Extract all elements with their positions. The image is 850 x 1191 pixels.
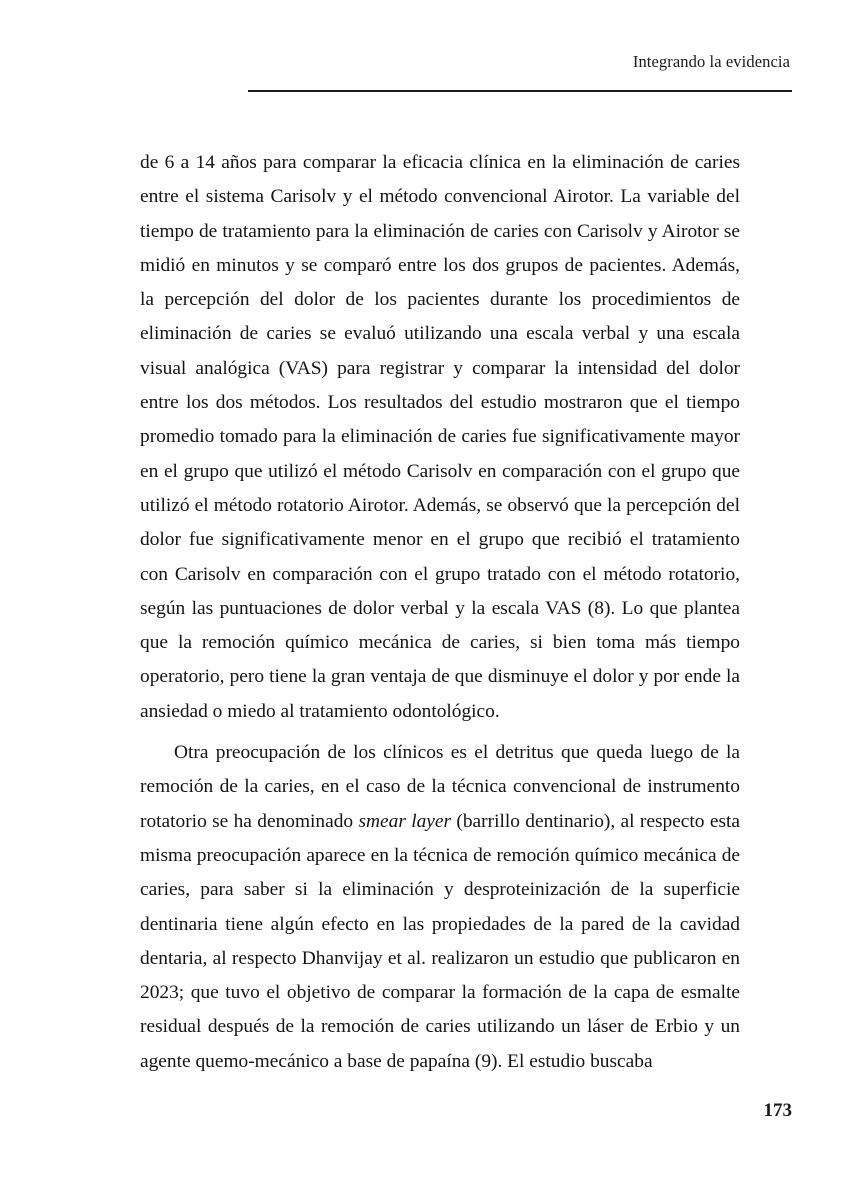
page-number: 173 (763, 1100, 792, 1121)
header-divider (248, 90, 792, 92)
body-text (140, 146, 740, 1079)
italic-term: smear layer (358, 810, 452, 832)
text-run: de 6 a 14 años para comparar la eficacia clínica en la eliminación de caries entre el sistema Carisolv y el método convencional Airotor. La variable del tiempo de tratamiento para la eliminación de caries con Carisolv y Airotor se midió en minutos y se comparó entre los dos grupos de pacientes. Además, la percepción del dolor de los pacientes durante los procedimientos de eliminación de caries se evaluó utilizando una escala verbal y una escala visual analógica (VAS) para registrar y comparar la intensidad del dolor entre los dos métodos. Los resultados del estudio mostraron que el tiempo promedio tomado para la eliminación de caries fue significativamente mayor en el grupo que utilizó el método Carisolv en comparación con el grupo que utilizó el método rotatorio Airotor. Además, se observó que la percepción del dolor fue significativamente menor en el grupo que recibió el tratamiento con Carisolv en comparación con el grupo tratado con el método rotatorio, según las puntuaciones de dolor verbal y la escala VAS (8). Lo que plantea que la remoción químico mecánica de caries, si bien toma más tiempo operatorio, pero tiene la gran ventaja de que disminuye el dolor y por ende la ansiedad o miedo al tratamiento odontológico. (140, 152, 740, 722)
running-head (140, 52, 792, 72)
text-run: (barrillo dentinario), al respecto esta misma preocupación aparece en la técnica de remoción químico mecánica de caries, para saber si la eliminación y desproteinización de la superficie dentinaria tiene algún efecto en las propiedades de la pared de la cavidad dentaria, al respecto Dhanvijay et al. realizaron un estudio que publicaron en 2023; que tuvo el objetivo de comparar la formación de la capa de esmalte residual después de la remoción de caries utilizando un láser de Erbio y un agente quemo-mecánico a base de papaína (9). El estudio buscaba (140, 810, 740, 1072)
paragraph-1 (140, 146, 740, 729)
running-head-text: Integrando la evidencia (632, 52, 790, 71)
text-run: Otra preocupación de los clínicos es el detritus que queda luego de la remoción de la caries, en el caso de la técnica convencional de instrumento rotatorio se ha denominado (140, 742, 740, 832)
paragraph-2 (140, 736, 740, 1079)
